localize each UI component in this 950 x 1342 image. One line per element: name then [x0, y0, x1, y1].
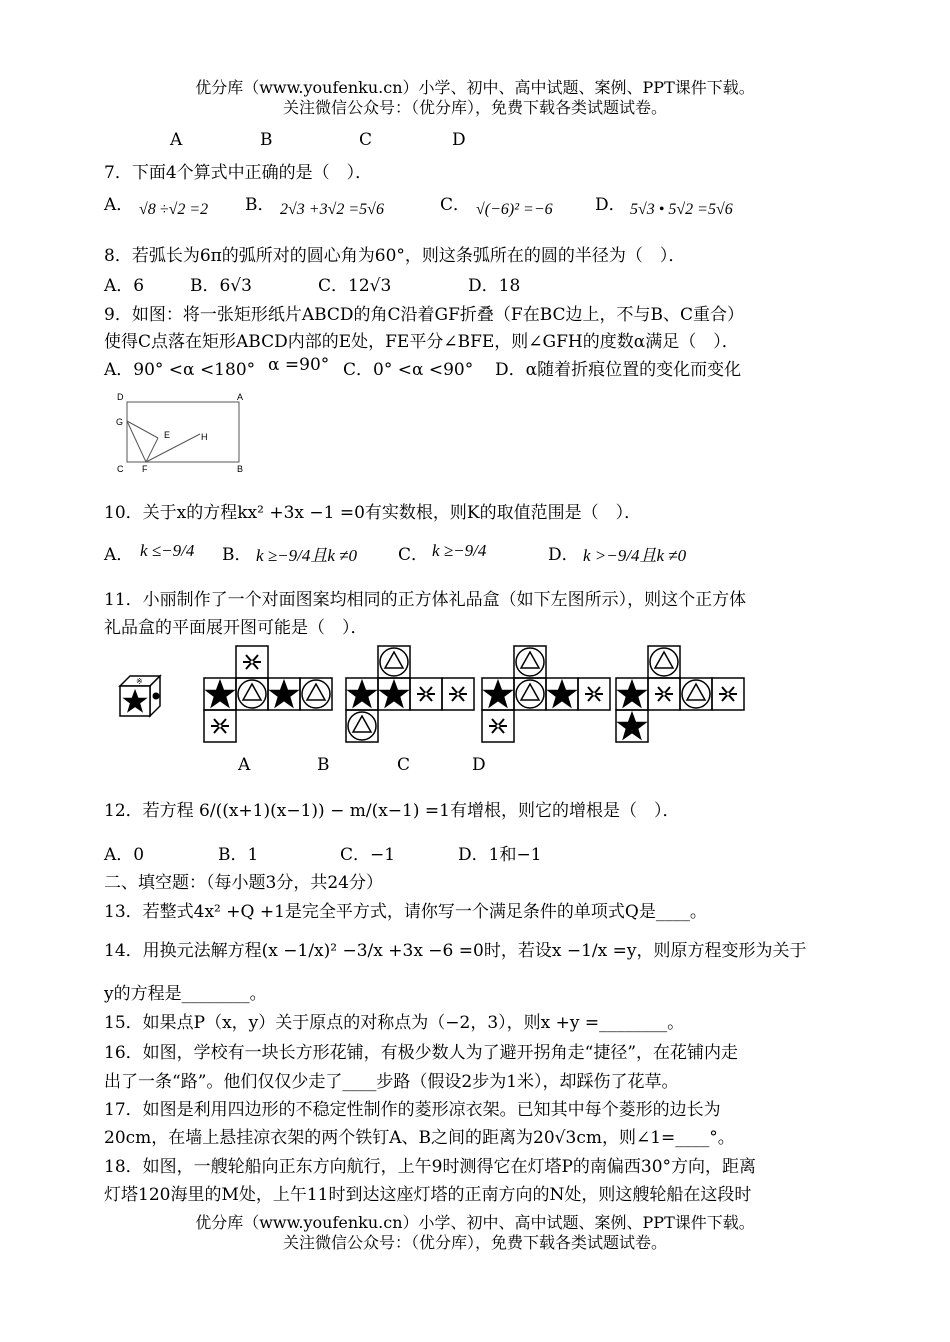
q8-stem: 8．若弧长为6π的弧所对的圆心角为60°，则这条弧所在的圆的半径为（ ）．: [104, 246, 686, 266]
q17-line-2: 20cm，在墙上悬挂凉衣架的两个铁钉A、B之间的距离为20√3cm，则∠1=____°。: [104, 1128, 735, 1148]
label-e: E: [164, 430, 171, 440]
q11-label-b: B: [317, 755, 330, 775]
q7-option-a-label: A．: [104, 195, 134, 215]
q13-text: 13．若整式4x² +Q +1是完全平方式，请你写一个满足条件的单项式Q是____。: [104, 902, 707, 922]
q11-label-a: A: [238, 755, 251, 775]
q8-option-b: B．6√3: [190, 276, 252, 296]
q9-rectangle-figure: [110, 388, 250, 478]
q9-option-d: D．α随着折痕位置的变化而变化: [495, 360, 742, 380]
header-line-2: 关注微信公众号：（优分库），免费下载各类试题试卷。: [282, 98, 667, 117]
q7-option-c-label: C．: [440, 195, 471, 215]
q7-option-d-label: D．: [595, 195, 626, 215]
fold-line-gf: [127, 421, 146, 462]
q14-line-2: y的方程是________。: [104, 984, 267, 1004]
footer-line-1: 优分库（www.youfenku.cn）小学、初中、高中试题、案例、PPT课件下载。: [195, 1213, 755, 1232]
q10-option-c-label: C．: [398, 545, 429, 565]
q18-line-2: 灯塔120海里的M处，上午11时到达这座灯塔的正南方向的N处，则这艘轮船在这段时: [104, 1185, 752, 1205]
q11-cube-nets-figure: [110, 640, 750, 750]
label-g: G: [116, 417, 124, 427]
label-f: F: [142, 464, 148, 474]
label-c: C: [117, 464, 124, 474]
q17-line-1: 17．如图是利用四边形的不稳定性制作的菱形凉衣架。已知其中每个菱形的边长为: [104, 1100, 721, 1120]
q10-option-d-label: D．: [548, 545, 579, 565]
q7-option-b-label: B．: [245, 195, 275, 215]
q10-option-b-label: B．: [222, 545, 252, 565]
q10-option-d-expr: k >−9/4且k ≠0: [583, 546, 687, 565]
net-c: [482, 646, 610, 742]
q11-label-c: C: [397, 755, 411, 775]
q6-label-a: A: [170, 130, 183, 150]
q12-option-d: D．1和−1: [458, 845, 542, 865]
q9-option-c: C．0° <α <90°: [343, 360, 474, 380]
q8-option-a: A．6: [104, 276, 145, 296]
label-h: H: [201, 432, 208, 442]
q14-line-1: 14．用换元法解方程(x −1/x)² −3/x +3x −6 =0时，若设x −1/x =y，则原方程变形为关于: [104, 941, 807, 961]
header-line-1: 优分库（www.youfenku.cn）小学、初中、高中试题、案例、PPT课件下载。: [195, 78, 755, 97]
q16-line-2: 出了一条“路”。他们仅仅少走了____步路（假设2步为1米），却踩伤了花草。: [104, 1072, 679, 1092]
label-d: D: [117, 392, 124, 402]
q12-option-c: C．−1: [340, 845, 396, 865]
q7-option-a-expr: √8 ÷√2 =2: [139, 201, 209, 218]
label-a: A: [237, 392, 244, 402]
q10-option-b-expr: k ≥−9/4且k ≠0: [256, 546, 357, 565]
svg-text:※: ※: [136, 677, 143, 686]
q10-option-c-expr: k ≥−9/4: [432, 541, 487, 560]
q6-label-c: C: [359, 130, 373, 150]
q10-option-a-label: A．: [104, 545, 134, 565]
q9-option-a: A．90° <α <180°: [104, 360, 256, 380]
q10-option-a-expr: k ≤−9/4: [140, 541, 195, 560]
q8-option-c: C．12√3: [318, 276, 392, 296]
q8-option-d: D．18: [468, 276, 521, 296]
net-d: [616, 646, 744, 742]
line-fh: [146, 434, 200, 462]
q10-stem: 10．关于x的方程kx² +3x −1 =0有实数根，则K的取值范围是（ ）．: [104, 503, 642, 523]
q6-label-b: B: [260, 130, 273, 150]
q11-line-1: 11．小丽制作了一个对面图案均相同的正方体礼品盒（如下左图所示），则这个正方体: [104, 590, 747, 610]
q7-stem: 7．下面4个算式中正确的是（ ）．: [104, 163, 373, 183]
label-b: B: [237, 464, 244, 474]
footer-line-2: 关注微信公众号：（优分库），免费下载各类试题试卷。: [282, 1233, 667, 1252]
q12-option-b: B．1: [218, 845, 259, 865]
section-2-heading: 二、填空题：（每小题3分，共24分）: [104, 873, 383, 893]
q18-line-1: 18．如图，一艘轮船向正东方向航行，上午9时测得它在灯塔P的南偏西30°方向，距离: [104, 1157, 757, 1177]
q9-line-1: 9．如图：将一张矩形纸片ABCD的角C沿着GF折叠（F在BC边上，不与B、C重合）: [104, 305, 745, 325]
q7-option-c-expr: √(−6)² =−6: [476, 201, 553, 218]
gift-box-cube: [120, 676, 160, 716]
q6-label-d: D: [452, 130, 466, 150]
fold-line-ge: [127, 421, 158, 438]
net-b: [346, 646, 474, 742]
q9-line-2: 使得C点落在矩形ABCD内部的E处，FE平分∠BFE，则∠GFH的度数α满足（ ）．: [104, 332, 739, 352]
q9-option-b: α =90°: [268, 355, 330, 375]
q12-option-a: A．0: [104, 845, 145, 865]
q7-option-b-expr: 2√3 +3√2 =5√6: [280, 201, 384, 218]
q11-line-2: 礼品盒的平面展开图可能是（ ）．: [104, 618, 368, 638]
q12-stem: 12．若方程 6/((x+1)(x−1)) − m/(x−1) =1有增根，则它的增根是（ ）．: [104, 801, 680, 821]
q7-option-d-expr: 5√3 • 5√2 =5√6: [630, 201, 733, 218]
q16-line-1: 16．如图，学校有一块长方形花铺，有极少数人为了避开拐角走“捷径”，在花铺内走: [104, 1043, 739, 1063]
net-a: [204, 646, 332, 742]
q15-text: 15．如果点P（x，y）关于原点的对称点为（−2，3），则x +y =________。: [104, 1013, 685, 1033]
rectangle-abcd: [127, 402, 239, 462]
q11-label-d: D: [472, 755, 486, 775]
